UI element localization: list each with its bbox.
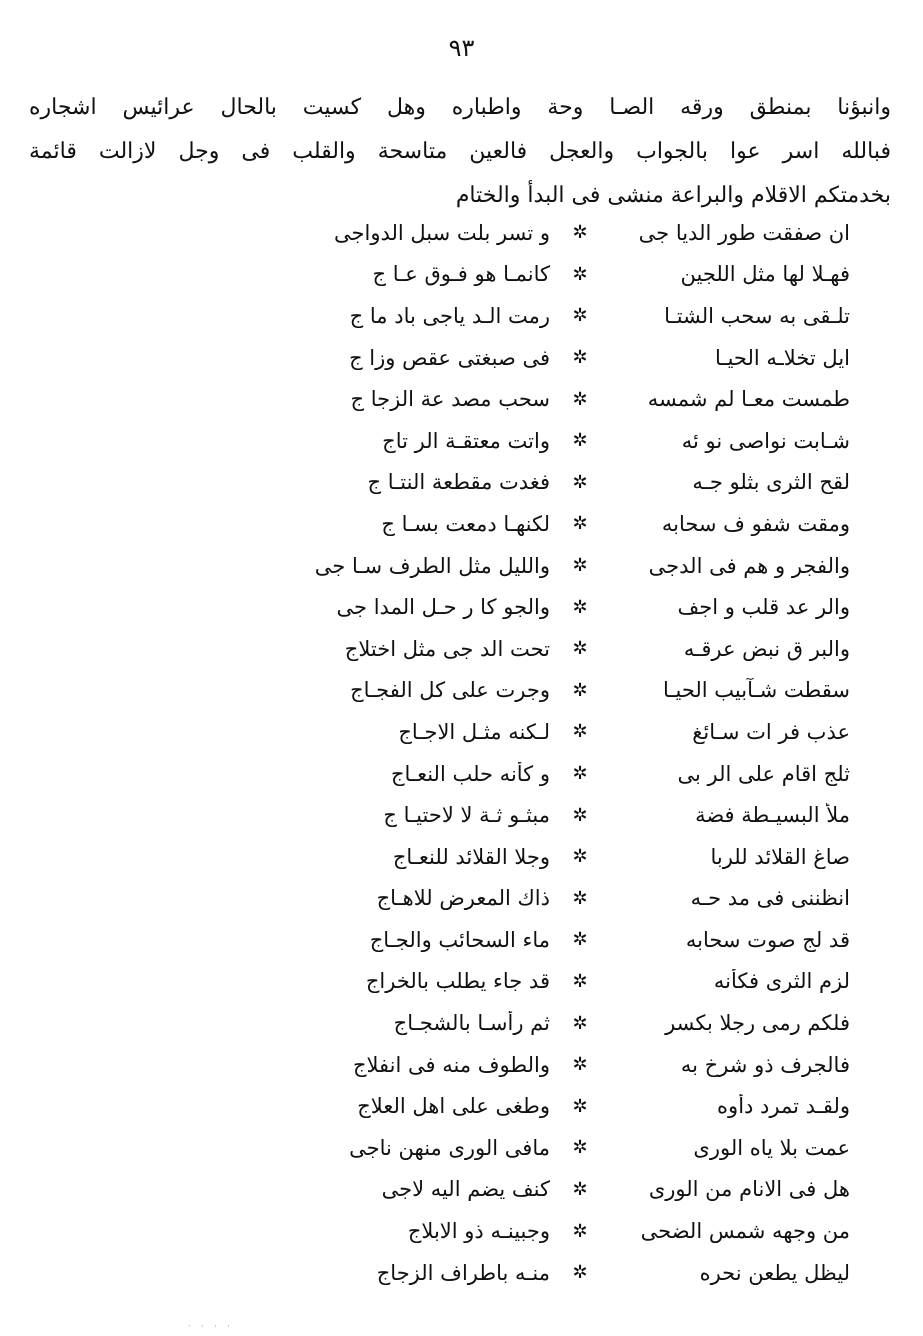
- first-hemistich: انظننى فى مد حـه: [690, 886, 850, 911]
- verse-line: [290, 670, 850, 712]
- first-hemistich: والبر ق نبض عرقـه: [683, 636, 850, 661]
- verse-line: [290, 919, 850, 961]
- verse-line: [290, 295, 850, 337]
- asterisk-icon: ✲: [572, 1178, 588, 1200]
- asterisk-icon: ✲: [572, 596, 588, 618]
- asterisk-icon: ✲: [572, 1012, 588, 1034]
- second-hemistich: وطغى على اهل العلاج: [357, 1094, 550, 1119]
- asterisk-icon: ✲: [572, 970, 588, 992]
- page-number: ٩٣: [448, 34, 475, 62]
- second-hemistich: ذاك المعرض للاهـاج: [376, 886, 550, 911]
- first-hemistich: ايل تخلاـه الحيـا: [715, 345, 850, 370]
- second-hemistich: والجو كا ر حـل المدا جى: [336, 595, 550, 620]
- verse-line: [290, 378, 850, 420]
- asterisk-icon: ✲: [572, 222, 588, 244]
- asterisk-icon: ✲: [572, 305, 588, 327]
- first-hemistich: ان صفقت طور الديا جى: [638, 220, 850, 245]
- asterisk-icon: ✲: [572, 638, 588, 660]
- verse-line: [290, 1210, 850, 1252]
- first-hemistich: فلكم رمى رجلا بكسر: [665, 1011, 850, 1036]
- first-hemistich: من وجهه شمس الضحى: [640, 1219, 850, 1244]
- verse-line: [290, 711, 850, 753]
- first-hemistich: قد لج صوت سحابه: [685, 927, 850, 952]
- first-hemistich: صاغ القلائد للربا: [710, 844, 850, 869]
- first-hemistich: عمت بلا ياه الورى: [693, 1135, 850, 1160]
- verse-line: [290, 753, 850, 795]
- asterisk-icon: ✲: [572, 1137, 588, 1159]
- second-hemistich: مبثـو ثـة لا لاحتيـا ج: [383, 803, 550, 828]
- second-hemistich: وجرت على كل الفجـاج: [350, 678, 550, 703]
- asterisk-icon: ✲: [572, 763, 588, 785]
- first-hemistich: ليظل يطعن نحره: [699, 1260, 850, 1285]
- verse-line: [290, 961, 850, 1003]
- verse-line: [290, 878, 850, 920]
- asterisk-icon: ✲: [572, 679, 588, 701]
- asterisk-icon: ✲: [572, 471, 588, 493]
- verse-line: [290, 337, 850, 379]
- asterisk-icon: ✲: [572, 347, 588, 369]
- first-hemistich: تلـقى به سحب الشتـا: [664, 303, 850, 328]
- second-hemistich: ماء السحائب والجـاج: [369, 927, 550, 952]
- first-hemistich: فهـلا لها مثل اللجين: [680, 262, 850, 287]
- second-hemistich: رمت الـد ياجى باد ما ج: [349, 303, 550, 328]
- asterisk-icon: ✲: [572, 513, 588, 535]
- prose-line: فبالله اسر عوا بالجواب والعجل فالعين متاسحة والقلب فى وجل لازالت قائمة: [29, 139, 891, 164]
- verse-line: [290, 1169, 850, 1211]
- first-hemistich: لقح الثرى بثلو جـه: [692, 470, 850, 495]
- second-hemistich: سحب مصد عة الزجا ج: [350, 387, 550, 412]
- second-hemistich: والطوف منه فى انفلاج: [352, 1052, 550, 1077]
- second-hemistich: قد جاء يطلب بالخراج: [365, 969, 550, 994]
- verse-line: [290, 794, 850, 836]
- verse-line: [290, 420, 850, 462]
- first-hemistich: شـابت نواصى نو ئه: [681, 428, 850, 453]
- prose-paragraph: [29, 86, 891, 218]
- first-hemistich: والر عد قلب و اجف: [677, 595, 850, 620]
- first-hemistich: ولقـد تمرد دأوه: [717, 1094, 850, 1119]
- first-hemistich: لزم الثرى فكأنه: [713, 969, 850, 994]
- verse-line: [290, 1085, 850, 1127]
- verse-line: [290, 628, 850, 670]
- verse-line: [290, 212, 850, 254]
- asterisk-icon: ✲: [572, 721, 588, 743]
- asterisk-icon: ✲: [572, 887, 588, 909]
- first-hemistich: هل فى الانام من الورى: [648, 1177, 850, 1202]
- second-hemistich: فى صبغتى عقص وزا ج: [349, 345, 550, 370]
- verse-line: [290, 545, 850, 587]
- scan-specks: · · · ·: [188, 1322, 234, 1331]
- asterisk-icon: ✲: [572, 1262, 588, 1284]
- first-hemistich: ومقت شفو ف سحابه: [661, 511, 850, 536]
- first-hemistich: عذب فر ات سـائغ: [692, 719, 850, 744]
- verse-line: [290, 1252, 850, 1294]
- verse-line: [290, 462, 850, 504]
- second-hemistich: فغدت مقطعة النتـا ج: [367, 470, 550, 495]
- second-hemistich: تحت الد جى مثل اختلاج: [344, 636, 550, 661]
- asterisk-icon: ✲: [572, 929, 588, 951]
- second-hemistich: مافى الورى منهن ناجى: [349, 1135, 550, 1160]
- second-hemistich: لـكنه مثـل الاجـاج: [398, 719, 550, 744]
- asterisk-icon: ✲: [572, 1095, 588, 1117]
- second-hemistich: منـه باطراف الزجاج: [376, 1260, 550, 1285]
- verse-line: [290, 1002, 850, 1044]
- first-hemistich: فالجرف ذو شرخ به: [680, 1052, 850, 1077]
- asterisk-icon: ✲: [572, 263, 588, 285]
- second-hemistich: واتت معتقـة الر تاج: [382, 428, 550, 453]
- first-hemistich: والفجر و هم فى الدجى: [648, 553, 850, 578]
- second-hemistich: و كأنه حلب النعـاج: [390, 761, 550, 786]
- first-hemistich: طمست معـا لم شمسه: [647, 387, 850, 412]
- asterisk-icon: ✲: [572, 804, 588, 826]
- second-hemistich: كنف يضم اليه لاجى: [381, 1177, 550, 1202]
- asterisk-icon: ✲: [572, 430, 588, 452]
- verse-line: [290, 586, 850, 628]
- asterisk-icon: ✲: [572, 555, 588, 577]
- second-hemistich: ثم رأسـا بالشجـاج: [393, 1011, 550, 1036]
- second-hemistich: لكنهـا دمعت بسـا ج: [381, 511, 550, 536]
- first-hemistich: ثلج اقام على الر بى: [677, 761, 850, 786]
- asterisk-icon: ✲: [572, 846, 588, 868]
- verse-line: [290, 503, 850, 545]
- prose-line: وانبؤنا بمنطق ورقه الصـا وحة واطباره وهل كسيت بالحال عرائيس اشجاره: [29, 95, 891, 120]
- asterisk-icon: ✲: [572, 1220, 588, 1242]
- first-hemistich: سقطت شـآبيب الحيـا: [662, 678, 850, 703]
- second-hemistich: وجبينـه ذو الابلاج: [407, 1219, 550, 1244]
- poem: [290, 212, 850, 1293]
- second-hemistich: و تسر بلت سبل الدواجى: [334, 220, 550, 245]
- verse-line: [290, 254, 850, 296]
- second-hemistich: والليل مثل الطرف سـا جى: [314, 553, 550, 578]
- verse-line: [290, 1127, 850, 1169]
- asterisk-icon: ✲: [572, 1054, 588, 1076]
- second-hemistich: وجلا القلائد للنعـاج: [392, 844, 550, 869]
- second-hemistich: كانمـا هو فـوق عـا ج: [372, 262, 550, 287]
- verse-line: [290, 1044, 850, 1086]
- asterisk-icon: ✲: [572, 388, 588, 410]
- first-hemistich: ملأ البسيـطة فضة: [695, 803, 850, 828]
- prose-line: بخدمتكم الاقلام والبراعة منشى فى البدأ والختام: [455, 183, 891, 208]
- verse-line: [290, 836, 850, 878]
